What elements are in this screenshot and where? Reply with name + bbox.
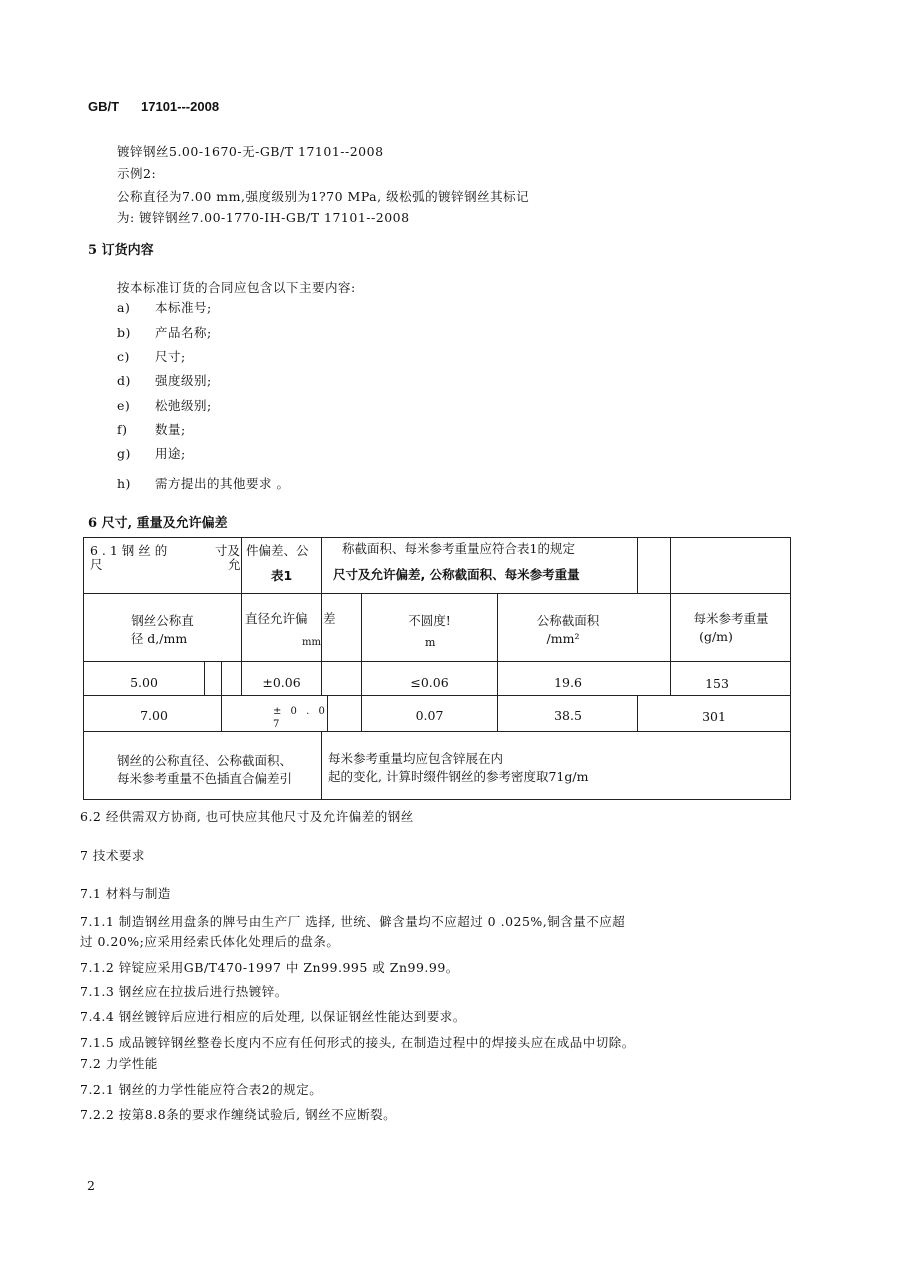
heading-7-1: 7.1 材料与制造 [80, 886, 171, 901]
list-key: d) [117, 373, 131, 388]
list-item [117, 323, 212, 341]
table-note-left: 钢丝的公称直径、公称截面积、 [117, 753, 293, 768]
table-caption-label: 表1 [271, 568, 293, 583]
paragraph-7-4-4: 7.4.4 钢丝镀锌后应进行相应的后处理, 以保证钢丝性能达到要求。 [80, 1009, 466, 1024]
list-value: 产品名称; [155, 325, 212, 340]
cell-diameter: 7.00 [140, 708, 168, 723]
list-item [117, 474, 289, 492]
cell-roundness: ≤0.06 [410, 675, 449, 690]
header-roundness: 不圆度! [408, 613, 451, 628]
header-diameter-unit: 径 d,/mm [130, 631, 188, 646]
cell-area: 38.5 [554, 708, 582, 723]
example-2-text: 公称直径为7.00 mm,强度级别为1?70 MPa, 级松弧的镀锌钢丝其标记 [117, 189, 530, 204]
header-tolerance-suffix: 差 [323, 611, 336, 626]
list-key: b) [117, 325, 131, 340]
standard-code: GB/T [88, 99, 120, 114]
table-note-right: 起的变化, 计算时缀件钢丝的参考密度取71g/m [328, 769, 589, 784]
header-tolerance-unit: mm [302, 637, 321, 648]
page-number: 2 [87, 1178, 96, 1193]
table-text-fragment: 寸及 [215, 543, 241, 558]
list-key: c) [117, 349, 130, 364]
list-item [117, 396, 212, 414]
header-weight-unit: (g/m) [699, 629, 733, 644]
paragraph-7-1-3: 7.1.3 钢丝应在拉拔后进行热镀锌。 [80, 984, 288, 999]
paragraph-6-2: 6.2 经供需双方协商, 也可快应其他尺寸及允许偏差的钢丝 [80, 809, 414, 824]
list-item [117, 298, 212, 316]
list-value: 数量; [155, 422, 186, 437]
paragraph-7-2-2: 7.2.2 按第8.8条的要求作缠绕试验后, 钢丝不应断裂。 [80, 1107, 397, 1122]
cell-tolerance: ± 0 . 0 [273, 706, 328, 717]
list-key: a) [117, 300, 131, 315]
table-text-fragment: 允 [228, 557, 241, 572]
header-weight: 每米参考重量 [693, 611, 769, 626]
heading-7-2: 7.2 力学性能 [80, 1056, 158, 1071]
table-note-left: 每米参考重量不色插直合偏差引 [117, 771, 293, 786]
paragraph-7-2-1: 7.2.1 钢丝的力学性能应符合表2的规定。 [80, 1082, 323, 1097]
cell-diameter: 5.00 [130, 675, 158, 690]
header-area-unit: /mm² [546, 631, 580, 646]
header-tolerance: 直径允许偏 [245, 611, 308, 626]
cell-roundness: 0.07 [415, 708, 444, 723]
paragraph-7-1-1-cont: 过 0.20%;应采用经索氏体化处理后的盘条。 [80, 934, 340, 949]
paragraph-7-1-5: 7.1.5 成品镀锌钢丝整卷长度内不应有任何形式的接头, 在制造过程中的焊接头应在成品中切除。 [80, 1035, 635, 1050]
cell-weight: 153 [705, 676, 729, 691]
list-item [117, 371, 212, 389]
section-5-lead: 按本标准订货的合同应包含以下主要内容: [117, 280, 356, 295]
cell-tolerance: ±0.06 [262, 675, 301, 690]
list-key: g) [117, 446, 131, 461]
list-value: 需方提出的其他要求 。 [155, 476, 290, 491]
section-6-title: 6 尺寸, 重量及允许偏差 [88, 516, 228, 531]
paragraph-7-1-1: 7.1.1 制造钢丝用盘条的牌号由生产厂 选择, 世统、僻含量均不应超过 0 .025%,铜含量不应超 [80, 914, 626, 929]
list-value: 松弛级别; [155, 398, 212, 413]
marking-example-1: 镀锌钢丝5.00-1670-无-GB/T 17101--2008 [117, 144, 384, 159]
header-area: 公称截面积 [536, 613, 600, 628]
list-key: f) [117, 422, 128, 437]
list-key: e) [117, 398, 131, 413]
table-text-fragment: 件偏差、公 [246, 543, 309, 558]
list-value: 本标准号; [155, 300, 212, 315]
section-5-title: 5 订货内容 [88, 243, 154, 258]
list-value: 用途; [155, 446, 186, 461]
cell-area: 19.6 [554, 675, 582, 690]
list-value: 强度级别; [155, 373, 212, 388]
example-2-marking: 为: 镀锌钢丝7.00-1770-IH-GB/T 17101--2008 [117, 210, 410, 225]
standard-number: 17101---2008 [141, 99, 220, 114]
table-text-fragment: 6 . 1 钢 丝 的 [90, 543, 168, 558]
list-key: h) [117, 476, 131, 491]
list-item [117, 347, 186, 365]
cell-tolerance-cont: 7 [273, 719, 280, 730]
section-7-title: 7 技术要求 [80, 848, 145, 863]
list-value: 尺寸; [155, 349, 186, 364]
example-label: 示例2: [117, 166, 157, 181]
list-item [117, 420, 186, 438]
header-diameter: 钢丝公称直 [131, 613, 194, 628]
table-text-fragment: 称截面积、每米参考重量应符合表1的规定 [342, 541, 575, 556]
list-item [117, 444, 186, 462]
table-text-fragment: 尺 [90, 557, 103, 572]
cell-weight: 301 [702, 709, 726, 724]
table-caption-title: 尺寸及允许偏差, 公称截面积、每米参考重量 [333, 567, 580, 582]
paragraph-7-1-2: 7.1.2 锌锭应采用GB/T470-1997 中 Zn99.995 或 Zn99.99。 [80, 960, 459, 975]
table-note-right: 每米参考重量均应包含锌展在内 [328, 751, 504, 766]
header-roundness-unit: m [425, 636, 436, 649]
